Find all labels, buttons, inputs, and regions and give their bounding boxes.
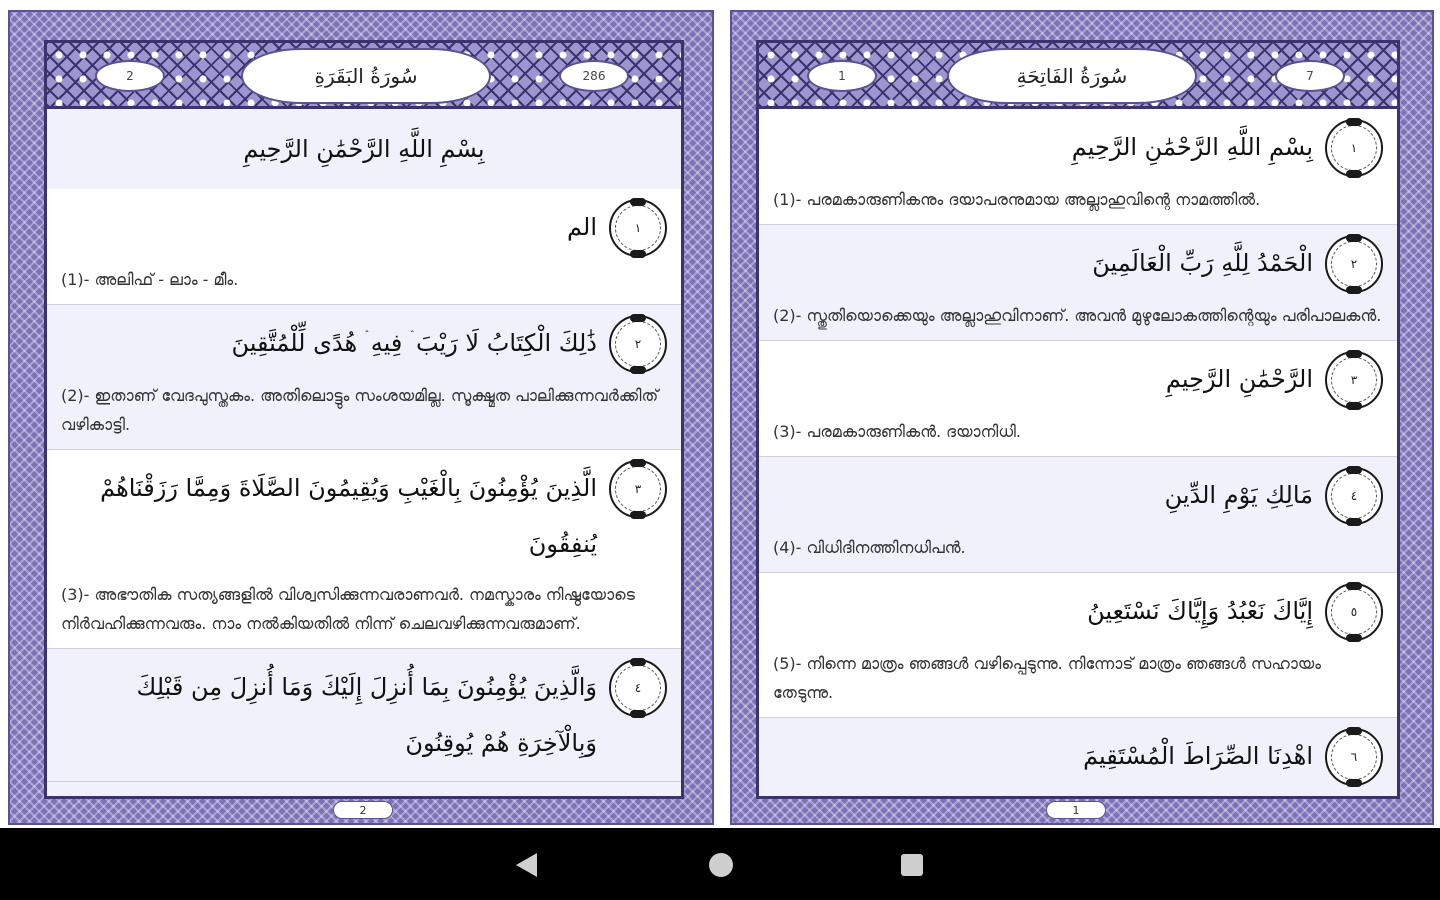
ayah-item[interactable] [759,341,1397,457]
ayah-count-oval: 286 [559,60,629,92]
ayah-arabic-text: الرَّحْمَٰنِ الرَّحِيمِ [1165,365,1313,393]
ayah-arabic-text: مَالِكِ يَوْمِ الدِّينِ [1164,481,1313,509]
ayah-translation: (4)- വിധിദിനത്തിനധിപൻ. [773,538,966,557]
ayah-number-medallion: ٤ [1325,467,1383,525]
ayah-item[interactable] [759,457,1397,573]
ayah-arabic-text: إِيَّاكَ نَعْبُدُ وَإِيَّاكَ نَسْتَعِينُ [1087,597,1313,625]
right-page-header [759,43,1397,109]
ayah-number-medallion: ١ [609,199,667,257]
recents-icon[interactable] [901,854,923,876]
left-page-inner [44,40,684,799]
ayah-number-medallion: ٤ [609,659,667,717]
ayah-arabic-text: الَّذِينَ يُؤْمِنُونَ بِالْغَيْبِ وَيُقِيمُونَ الصَّلَاةَ وَمِمَّا رَزَقْنَاهُمْ يُنفِقُونَ [100,474,597,558]
ayah-count-oval: 7 [1275,60,1345,92]
left-page[interactable] [8,10,714,825]
ayah-item[interactable] [47,649,681,782]
page-number: 1 [1046,801,1106,819]
surah-title: سُورَةُ الفَاتِحَةِ [947,48,1197,104]
back-icon[interactable] [516,853,537,877]
ayah-number-medallion: ١ [1325,119,1383,177]
bismillah-text: بِسْمِ اللَّهِ الرَّحْمَٰنِ الرَّحِيمِ [243,135,485,163]
ayah-item[interactable] [759,225,1397,341]
right-page-content[interactable] [759,109,1397,797]
ayah-number-medallion: ٣ [1325,351,1383,409]
ayah-item[interactable] [47,450,681,649]
ayah-translation: (2)- സ്തുതിയൊക്കെയും അല്ലാഹുവിനാണ്. അവൻ മുഴുലോകത്തിന്റെയും പരിപാലകൻ. [773,306,1382,325]
surah-number-oval: 2 [95,60,165,92]
ayah-translation: (3)- അഭൗതിക സത്യങ്ങളിൽ വിശ്വസിക്കുന്നവരാണവർ. നമസ്കാരം നിഷ്ഠയോടെ നിർവഹിക്കുന്നവരും. നാം നൽകിയതിൽ നിന്ന് ചെലവഴിക്കുന്നവരുമാണ്. [61,585,635,633]
ayah-arabic-text: الْحَمْدُ لِلَّهِ رَبِّ الْعَالَمِينَ [1092,249,1313,277]
ayah-item[interactable] [47,189,681,305]
home-icon[interactable] [709,853,733,877]
ayah-number-medallion: ٥ [1325,583,1383,641]
ayah-translation: (2)- ഇതാണ് വേദപുസ്തകം. അതിലൊട്ടും സംശയമില്ല. സൂക്ഷ്മത പാലിക്കുന്നവർക്കിത് വഴികാട്ടി. [61,386,659,434]
ayah-item[interactable] [47,305,681,450]
right-page-inner [756,40,1400,799]
ayah-item[interactable] [759,109,1397,225]
ayah-arabic-text: ذَٰلِكَ الْكِتَابُ لَا رَيْبَ ۛ فِيهِ ۛ هُدًى لِّلْمُتَّقِينَ [231,329,597,357]
page-number: 2 [333,801,393,819]
ayah-item[interactable] [759,718,1397,797]
left-page-header [47,43,681,109]
system-navigation-bar [0,828,1440,900]
ayah-arabic-text: وَالَّذِينَ يُؤْمِنُونَ بِمَا أُنزِلَ إِلَيْكَ وَمَا أُنزِلَ مِن قَبْلِكَ وَبِالْآخِرَةِ هُمْ يُوقِنُونَ [136,673,597,757]
ayah-translation: (5)- നിന്നെ മാത്രം ഞങ്ങൾ വഴിപ്പെടുന്നു. നിന്നോട് മാത്രം ഞങ്ങൾ സഹായം തേടുന്നു. [773,654,1321,702]
ayah-item[interactable] [759,573,1397,718]
ayah-translation: (1)- അലിഫ് - ലാം - മീം. [61,270,239,289]
left-page-content[interactable] [47,109,681,782]
ayah-translation: (1)- പരമകാരുണികനും ദയാപരനുമായ അല്ലാഹുവിന്റെ നാമത്തിൽ. [773,190,1261,209]
right-page[interactable] [730,10,1434,825]
surah-number-oval: 1 [807,60,877,92]
surah-title: سُورَةُ البَقَرَةِ [241,48,491,104]
ayah-number-medallion: ٢ [1325,235,1383,293]
ayah-number-medallion: ٣ [609,460,667,518]
ayah-arabic-text: اهْدِنَا الصِّرَاطَ الْمُسْتَقِيمَ [1083,742,1313,770]
ayah-arabic-text: بِسْمِ اللَّهِ الرَّحْمَٰنِ الرَّحِيمِ [1071,133,1313,161]
ayah-number-medallion: ٦ [1325,728,1383,786]
ayah-number-medallion: ٢ [609,315,667,373]
bismillah [47,109,681,189]
ayah-arabic-text: الم [567,213,597,241]
ayah-translation: (3)- പരമകാരുണികൻ. ദയാനിധി. [773,422,1021,441]
